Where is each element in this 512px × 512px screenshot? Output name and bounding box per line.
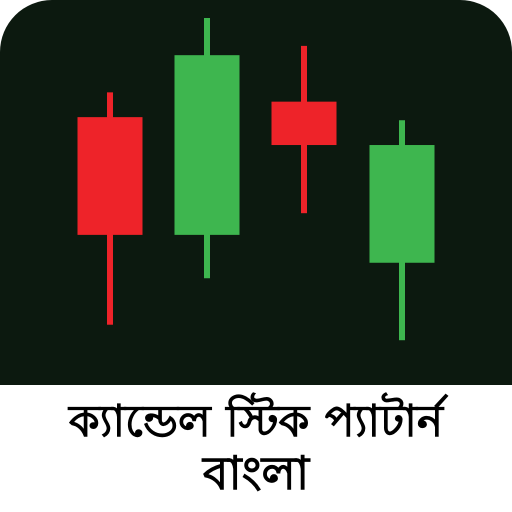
candle-3-bearish-body — [272, 102, 337, 145]
title-band — [0, 385, 512, 512]
candle-4-bullish-body — [370, 145, 435, 263]
candle-2-bullish-body — [175, 55, 240, 235]
candle-1-bearish-body — [78, 117, 143, 235]
title-line-2: বাংলা — [202, 446, 310, 501]
title-line-1: ক্যান্ডেল স্টিক প্যাটার্ন — [68, 396, 444, 447]
